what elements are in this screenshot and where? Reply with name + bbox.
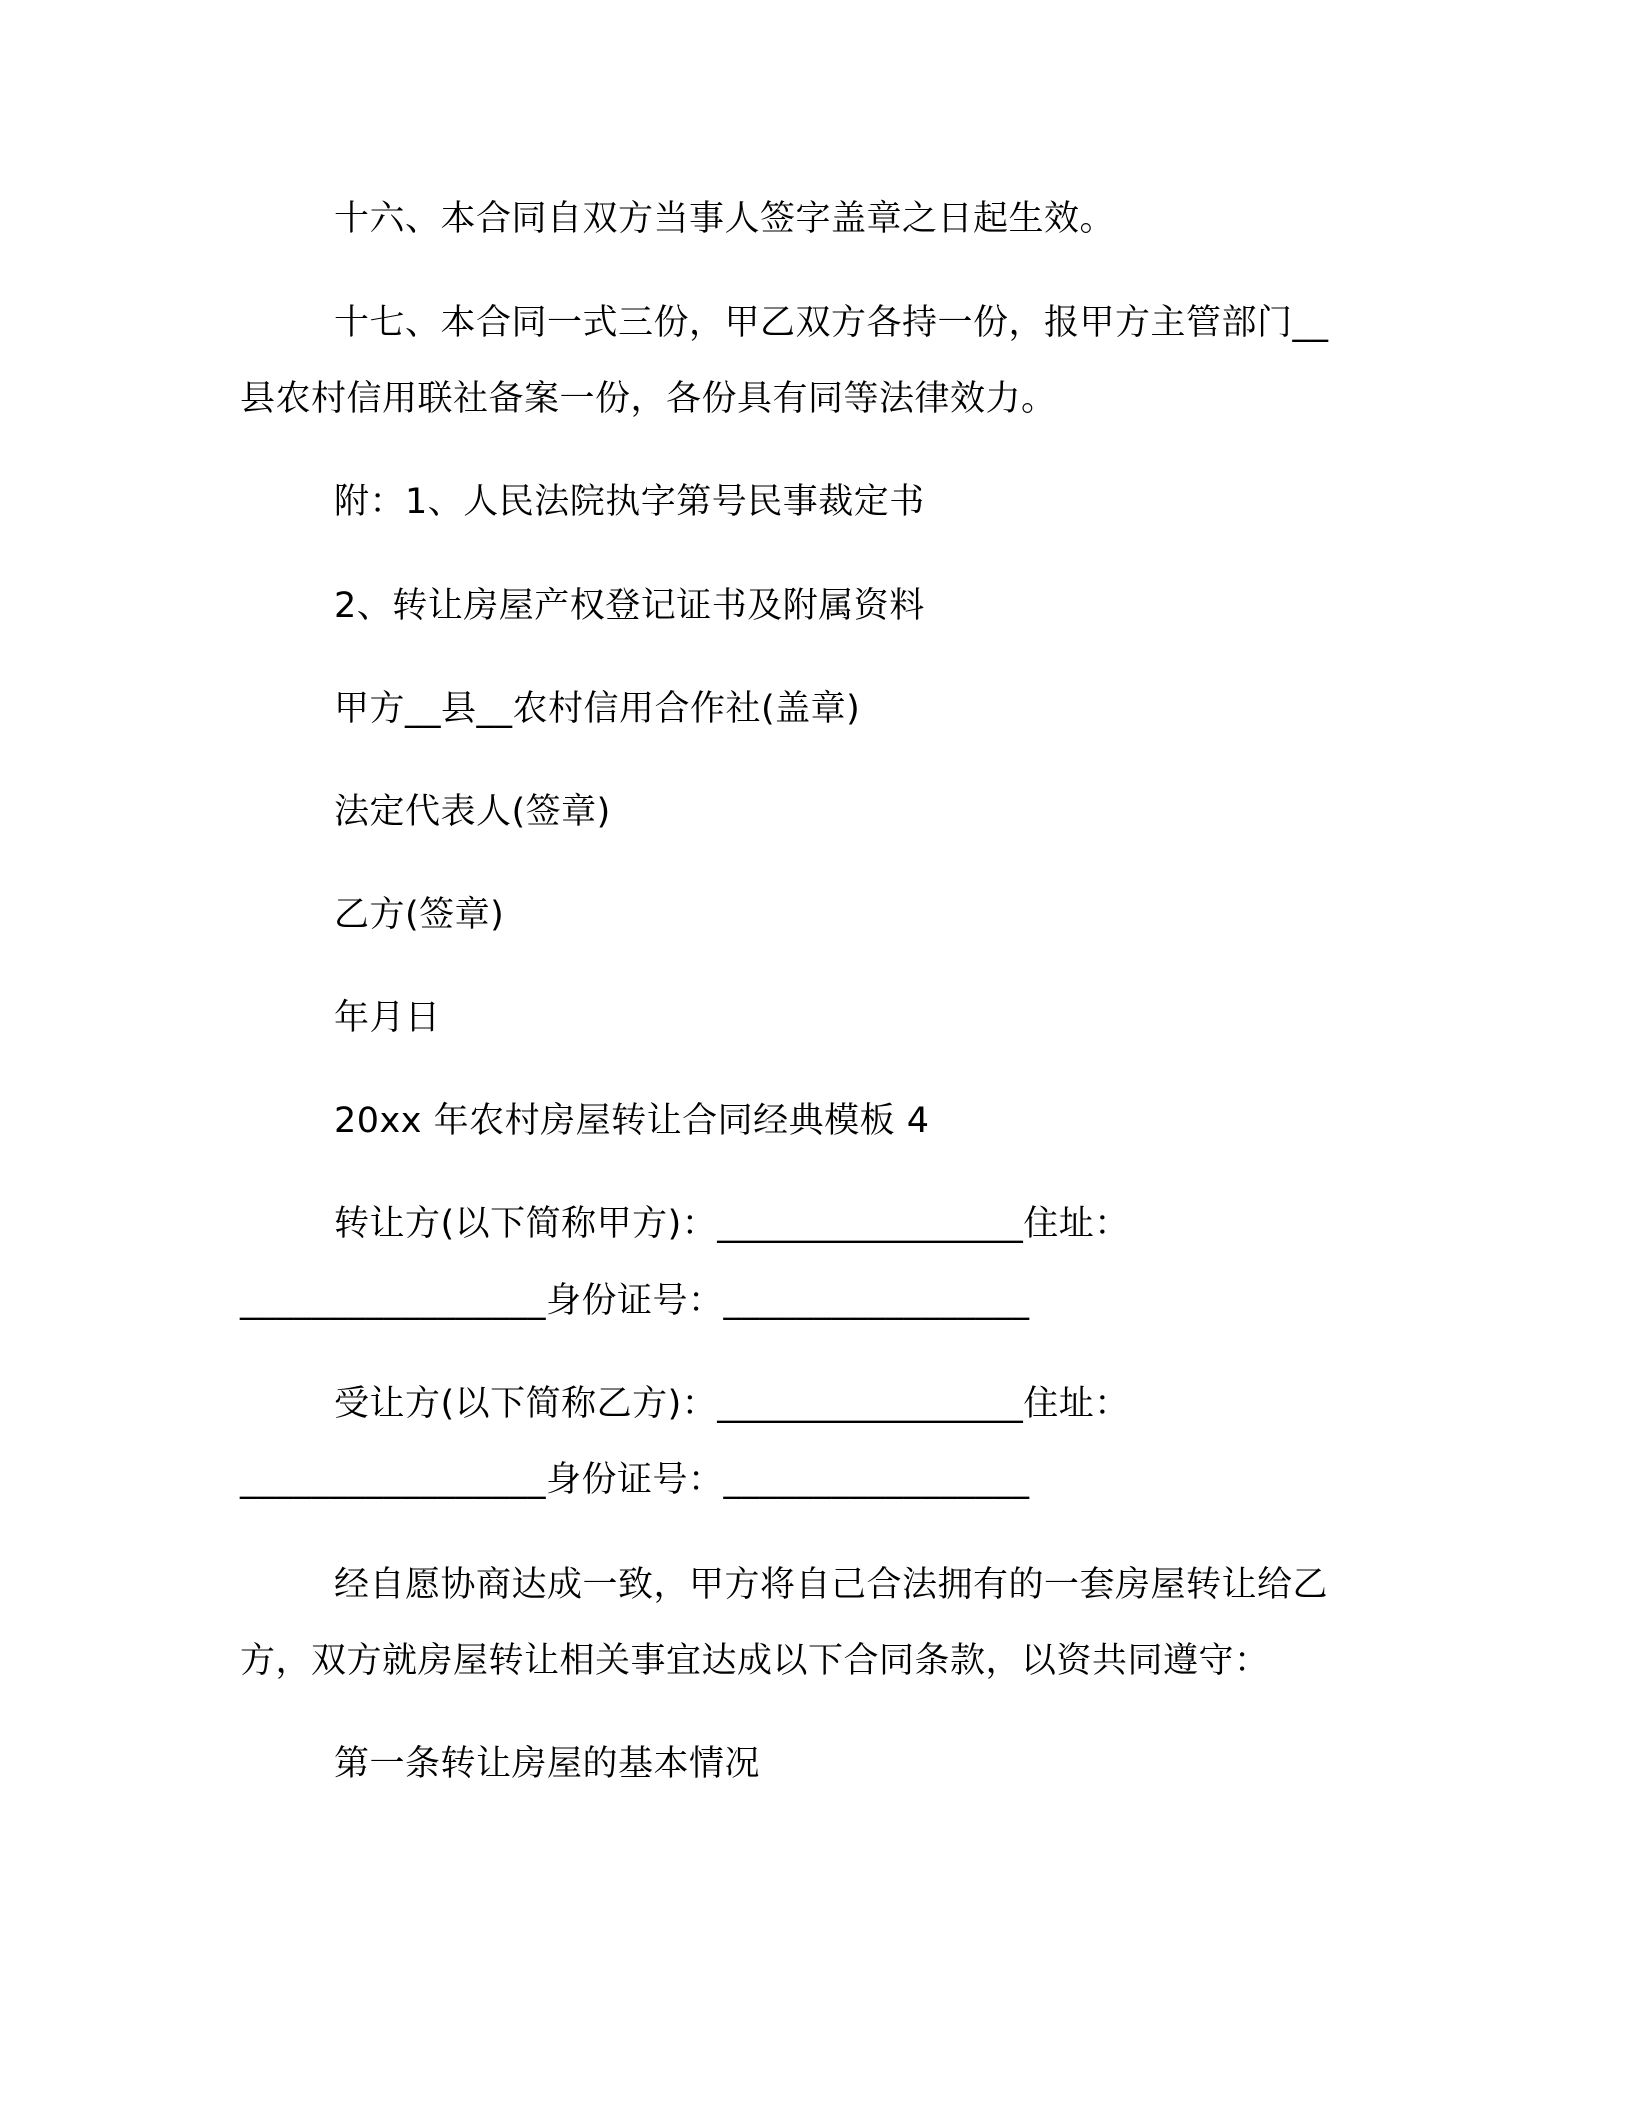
clause-16: 十六、本合同自双方当事人签字盖章之日起生效。 bbox=[334, 199, 1116, 239]
template-heading: 20xx 年农村房屋转让合同经典模板 4 bbox=[334, 1101, 930, 1141]
legal-representative-signature: 法定代表人(签章) bbox=[334, 792, 611, 832]
party-a-signature: 甲方__县__农村信用合作社(盖章) bbox=[334, 689, 861, 729]
transferor-line-2: _________________身份证号：_________________ bbox=[240, 1281, 1030, 1321]
attachment-2: 2、转让房屋产权登记证书及附属资料 bbox=[334, 586, 925, 626]
party-b-signature: 乙方(签章) bbox=[334, 895, 505, 935]
transferee-line-1: 受让方(以下简称乙方)：_________________住址： bbox=[334, 1384, 1130, 1424]
clause-17-line-2: 县农村信用联社备案一份，各份具有同等法律效力。 bbox=[240, 379, 1057, 419]
transferee-line-2: _________________身份证号：_________________ bbox=[240, 1460, 1030, 1500]
transferor-line-1: 转让方(以下简称甲方)：_________________住址： bbox=[334, 1204, 1130, 1244]
article-1-heading: 第一条转让房屋的基本情况 bbox=[334, 1744, 761, 1784]
date-line: 年月日 bbox=[334, 998, 441, 1038]
agreement-paragraph-line-1: 经自愿协商达成一致，甲方将自己合法拥有的一套房屋转让给乙 bbox=[334, 1565, 1329, 1605]
attachment-1: 附：1、人民法院执字第号民事裁定书 bbox=[334, 482, 925, 522]
clause-17-line-1: 十七、本合同一式三份，甲乙双方各持一份，报甲方主管部门__ bbox=[334, 303, 1329, 343]
agreement-paragraph-line-2: 方，双方就房屋转让相关事宜达成以下合同条款，以资共同遵守： bbox=[240, 1641, 1270, 1681]
